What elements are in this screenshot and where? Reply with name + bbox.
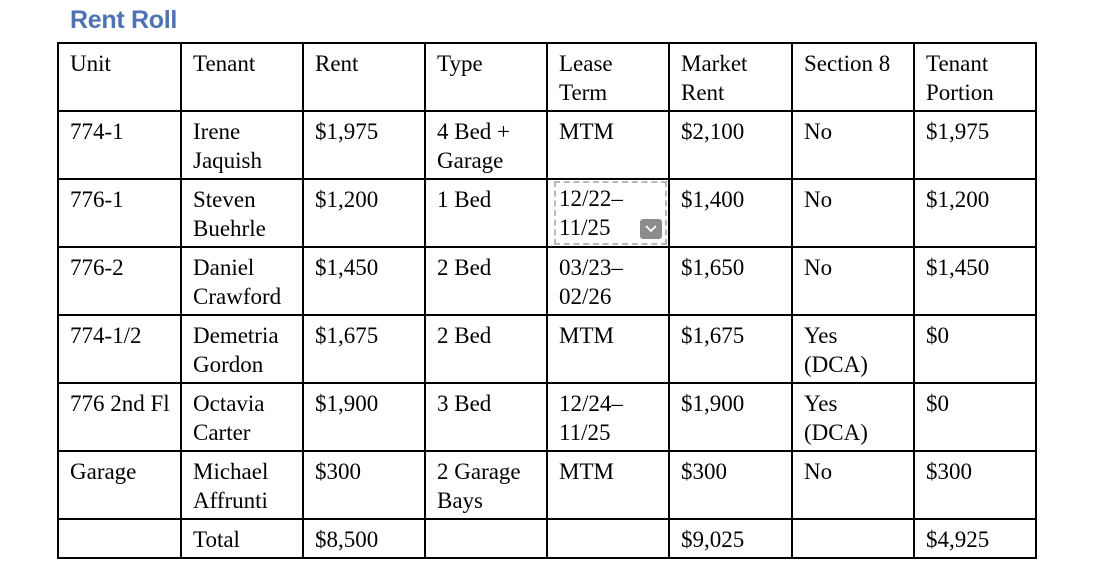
header-cell-tenant-portion: Tenant Portion [914, 43, 1036, 111]
cell-tenant-portion[interactable]: $1,975 [914, 111, 1036, 179]
cell-tenant-portion[interactable]: $300 [914, 451, 1036, 519]
cell-rent[interactable]: $1,675 [303, 315, 425, 383]
rent-roll-table [57, 42, 1037, 559]
total-row [58, 519, 1036, 558]
total-cell-unit[interactable] [58, 519, 181, 558]
cell-lease-term[interactable]: MTM [547, 451, 669, 519]
cell-tenant-portion[interactable]: $0 [914, 383, 1036, 451]
cell-type[interactable]: 4 Bed + Garage [425, 111, 547, 179]
header-cell-rent: Rent [303, 43, 425, 111]
cell-market-rent[interactable]: $1,675 [669, 315, 792, 383]
cell-section-8[interactable]: Yes (DCA) [792, 383, 914, 451]
page-title: Rent Roll [70, 6, 178, 34]
cell-tenant[interactable]: Demetria Gordon [181, 315, 303, 383]
cell-lease-term[interactable]: 03/23–02/26 [547, 247, 669, 315]
total-cell-lease-term[interactable] [547, 519, 669, 558]
table-row [58, 247, 1036, 315]
lease-term-value: 12/22–11/25 [559, 186, 623, 240]
cell-tenant-portion[interactable]: $1,450 [914, 247, 1036, 315]
cell-lease-term[interactable]: MTM [547, 111, 669, 179]
cell-tenant-portion[interactable]: $1,200 [914, 179, 1036, 247]
header-cell-market-rent: Market Rent [669, 43, 792, 111]
cell-type[interactable]: 2 Bed [425, 315, 547, 383]
total-cell-type[interactable] [425, 519, 547, 558]
cell-tenant[interactable]: Steven Buehrle [181, 179, 303, 247]
cell-type[interactable]: 3 Bed [425, 383, 547, 451]
total-market-rent[interactable]: $9,025 [669, 519, 792, 558]
cell-rent[interactable]: $300 [303, 451, 425, 519]
cell-unit[interactable]: Garage [58, 451, 181, 519]
cell-section-8[interactable]: No [792, 247, 914, 315]
header-cell-lease-term: Lease Term [547, 43, 669, 111]
cell-unit[interactable]: 774-1 [58, 111, 181, 179]
header-cell-unit: Unit [58, 43, 181, 111]
header-cell-tenant: Tenant [181, 43, 303, 111]
cell-tenant[interactable]: Michael Affrunti [181, 451, 303, 519]
cell-rent[interactable]: $1,975 [303, 111, 425, 179]
cell-tenant-portion[interactable]: $0 [914, 315, 1036, 383]
cell-market-rent[interactable]: $1,400 [669, 179, 792, 247]
cell-type[interactable]: 1 Bed [425, 179, 547, 247]
cell-lease-term[interactable]: MTM [547, 315, 669, 383]
cell-market-rent[interactable]: $300 [669, 451, 792, 519]
cell-section-8[interactable]: Yes (DCA) [792, 315, 914, 383]
total-rent[interactable]: $8,500 [303, 519, 425, 558]
cell-rent[interactable]: $1,900 [303, 383, 425, 451]
header-row [58, 43, 1036, 111]
cell-tenant[interactable]: Daniel Crawford [181, 247, 303, 315]
header-cell-type: Type [425, 43, 547, 111]
cell-type[interactable]: 2 Bed [425, 247, 547, 315]
cell-market-rent[interactable]: $2,100 [669, 111, 792, 179]
cell-market-rent[interactable]: $1,900 [669, 383, 792, 451]
lease-term-content-control[interactable] [557, 184, 664, 242]
cell-unit[interactable]: 776-1 [58, 179, 181, 247]
table-row [58, 451, 1036, 519]
table-row [58, 111, 1036, 179]
cell-type[interactable]: 2 Garage Bays [425, 451, 547, 519]
table-row [58, 179, 1036, 247]
cell-unit[interactable]: 776 2nd Fl [58, 383, 181, 451]
cell-lease-term[interactable] [547, 179, 669, 247]
cell-unit[interactable]: 774-1/2 [58, 315, 181, 383]
total-tenant-portion[interactable]: $4,925 [914, 519, 1036, 558]
total-cell-section-8[interactable] [792, 519, 914, 558]
cell-section-8[interactable]: No [792, 179, 914, 247]
cell-market-rent[interactable]: $1,650 [669, 247, 792, 315]
cell-tenant[interactable]: Octavia Carter [181, 383, 303, 451]
cell-lease-term[interactable]: 12/24–11/25 [547, 383, 669, 451]
table-row [58, 315, 1036, 383]
total-label[interactable]: Total [181, 519, 303, 558]
cell-section-8[interactable]: No [792, 451, 914, 519]
table-row [58, 383, 1036, 451]
cell-rent[interactable]: $1,450 [303, 247, 425, 315]
header-cell-section-8: Section 8 [792, 43, 914, 111]
cell-tenant[interactable]: Irene Jaquish [181, 111, 303, 179]
chevron-down-icon[interactable] [640, 219, 662, 239]
cell-section-8[interactable]: No [792, 111, 914, 179]
cell-unit[interactable]: 776-2 [58, 247, 181, 315]
cell-rent[interactable]: $1,200 [303, 179, 425, 247]
